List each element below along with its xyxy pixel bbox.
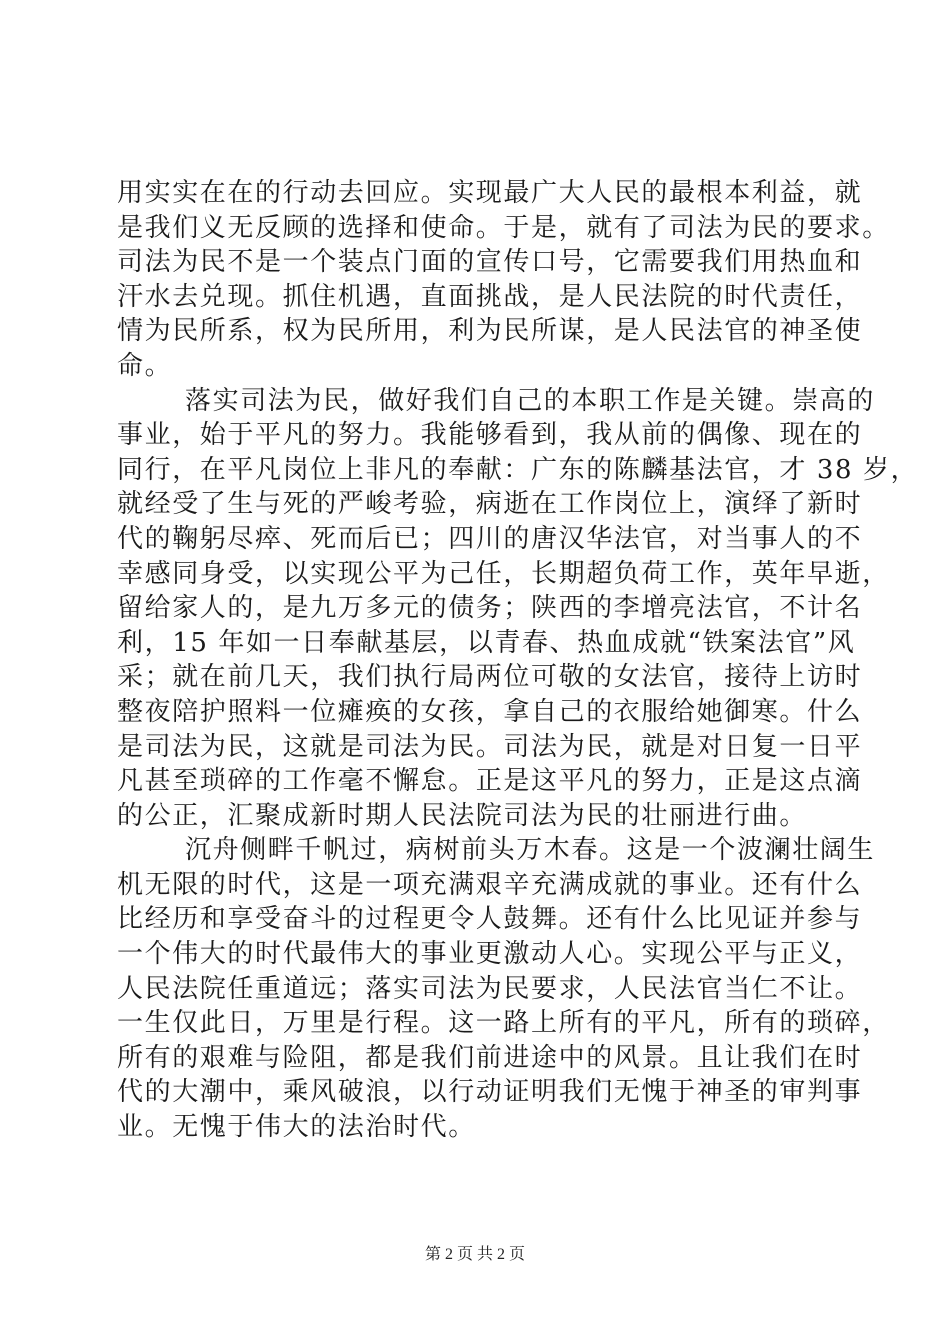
text-line: 整夜陪护照料一位瘫痪的女孩，拿自己的衣服给她御寒。什么 bbox=[117, 696, 863, 727]
text-line: 代的鞠躬尽瘁、死而后已；四川的唐汉华法官，对当事人的不 bbox=[117, 523, 863, 554]
text-line: 留给家人的，是九万多元的债务；陕西的李增亮法官，不计名 bbox=[117, 593, 863, 624]
text-line: 人民法院任重道远；落实司法为民要求，人民法官当仁不让。 bbox=[117, 973, 863, 1004]
text-line: 命。 bbox=[117, 350, 173, 381]
text-line: 是我们义无反顾的选择和使命。于是，就有了司法为民的要求。 bbox=[117, 212, 890, 243]
text-line: 利，15 年如一日奉献基层，以青春、热血成就“铁案法官”风 bbox=[117, 627, 856, 658]
text-line: 事业，始于平凡的努力。我能够看到，我从前的偶像、现在的 bbox=[117, 420, 863, 451]
text-line: 用实实在在的行动去回应。实现最广大人民的最根本利益，就 bbox=[117, 178, 863, 208]
text-line: 一生仅此日，万里是行程。这一路上所有的平凡，所有的琐碎， bbox=[117, 1008, 890, 1039]
text-line: 比经历和享受奋斗的过程更令人鼓舞。还有什么比见证并参与 bbox=[117, 904, 863, 935]
text-line: 汗水去兑现。抓住机遇，直面挑战，是人民法院的时代责任， bbox=[117, 281, 863, 312]
text-line: 凡甚至琐碎的工作毫不懈怠。正是这平凡的努力，正是这点滴 bbox=[117, 766, 863, 797]
text-line: 司法为民不是一个装点门面的宣传口号，它需要我们用热血和 bbox=[117, 247, 863, 278]
text-line: 是司法为民，这就是司法为民。司法为民，就是对日复一日平 bbox=[117, 731, 863, 762]
text-line: 情为民所系，权为民所用，利为民所谋，是人民法官的神圣使 bbox=[117, 316, 863, 347]
paragraph-first-line: 沉舟侧畔千帆过，病树前头万木春。这是一个波澜壮阔生 bbox=[185, 835, 876, 866]
text-line: 同行，在平凡岗位上非凡的奉献：广东的陈麟基法官，才 38 岁， bbox=[117, 454, 919, 485]
text-line: 机无限的时代，这是一项充满艰辛充满成就的事业。还有什么 bbox=[117, 869, 863, 900]
page-number: 第 2 页 共 2 页 bbox=[424, 1246, 525, 1263]
text-line: 就经受了生与死的严峻考验，病逝在工作岗位上，演绎了新时 bbox=[117, 489, 863, 520]
text-line: 所有的艰难与险阻，都是我们前进途中的风景。且让我们在时 bbox=[117, 1042, 863, 1073]
text-line: 一个伟大的时代最伟大的事业更激动人心。实现公平与正义， bbox=[117, 939, 863, 970]
text-line: 采；就在前几天，我们执行局两位可敬的女法官，接待上访时 bbox=[117, 662, 863, 693]
text-line: 业。无愧于伟大的法治时代。 bbox=[117, 1112, 476, 1143]
text-line: 的公正，汇聚成新时期人民法院司法为民的壮丽进行曲。 bbox=[117, 800, 808, 831]
paragraph-first-line: 落实司法为民，做好我们自己的本职工作是关键。崇高的 bbox=[185, 385, 876, 416]
text-line: 幸感同身受，以实现公平为己任，长期超负荷工作，英年早逝， bbox=[117, 558, 890, 589]
text-line: 代的大潮中，乘风破浪，以行动证明我们无愧于神圣的审判事 bbox=[117, 1077, 863, 1108]
document-body bbox=[117, 176, 919, 1145]
